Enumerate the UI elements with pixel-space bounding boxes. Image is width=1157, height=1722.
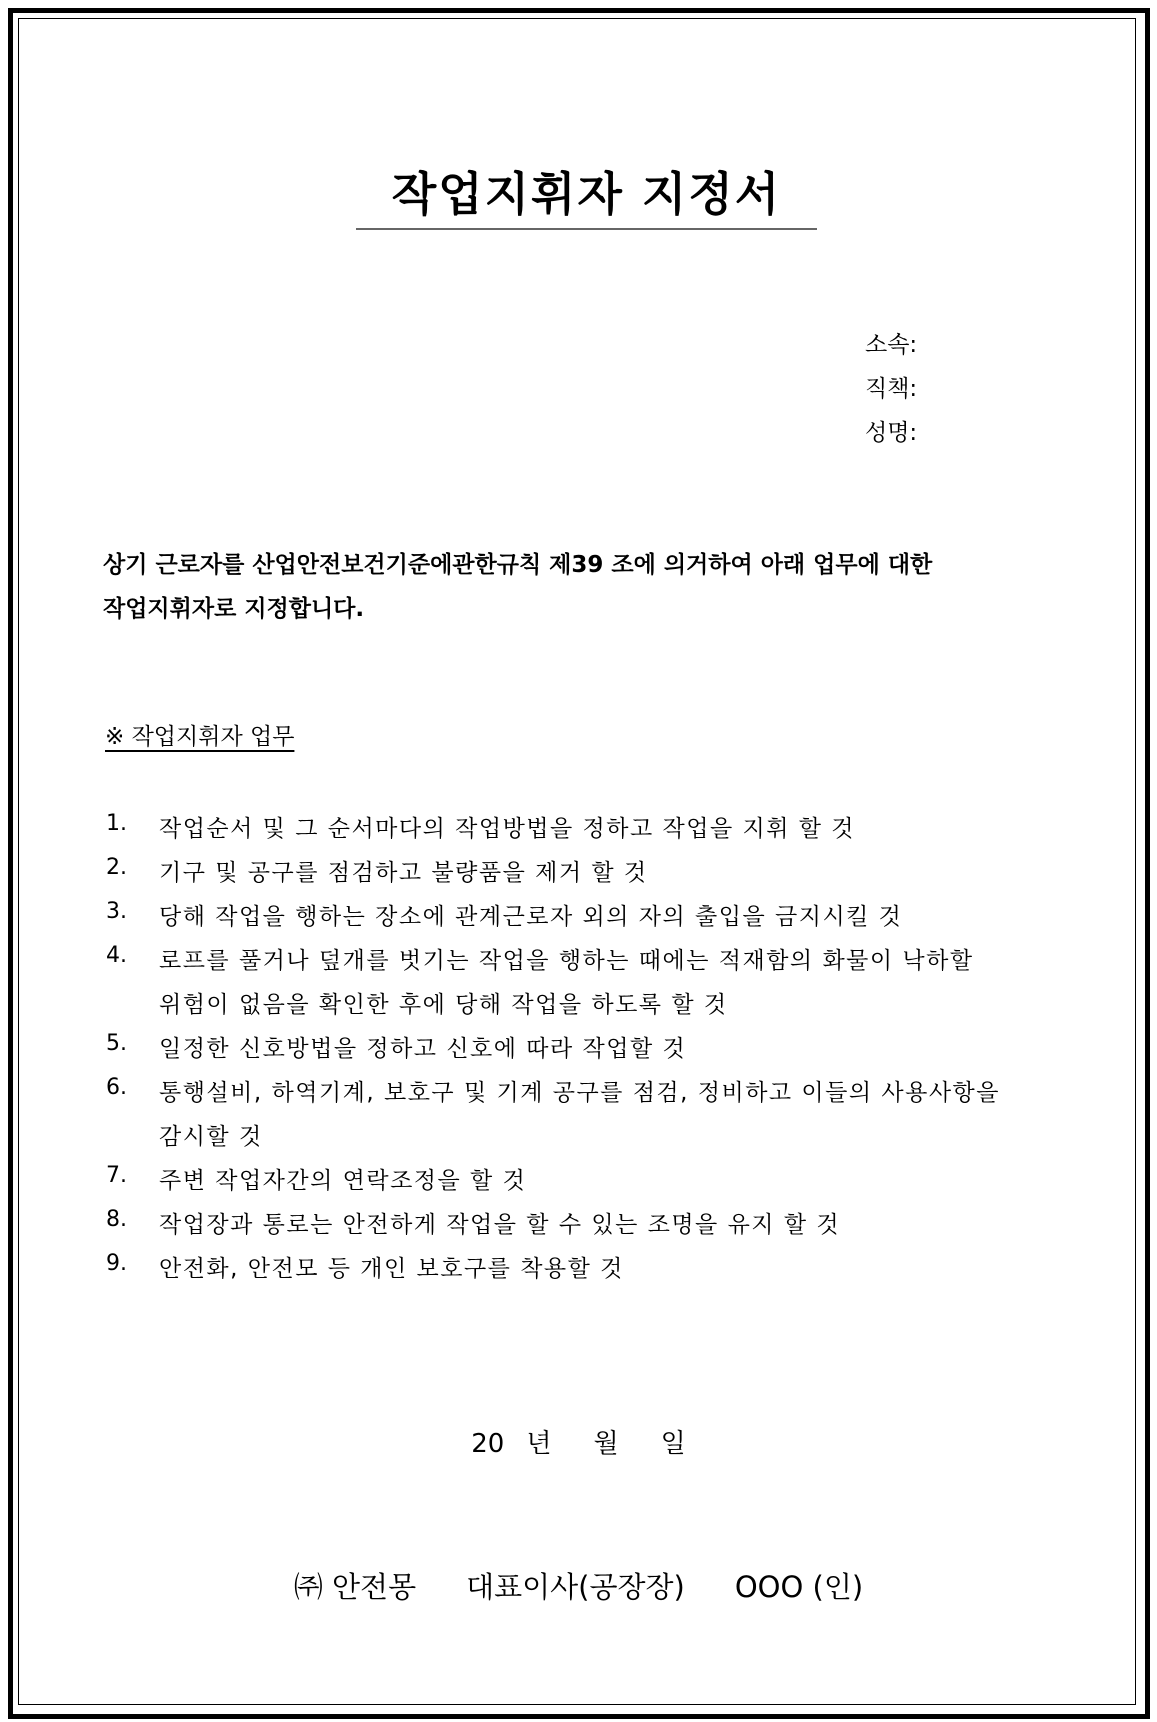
position-label: 직책: (865, 376, 918, 402)
duty-number: 9. (106, 1251, 127, 1276)
signature-line (0, 1565, 1157, 1606)
statement-line-1: 상기 근로자를 산업안전보건기준에관한규칙 제39 조에 의거하여 아래 업무에 대한 (103, 552, 933, 578)
duty-text: 주변 작업자간의 연락조정을 할 것 (159, 1168, 527, 1194)
duty-text: 당해 작업을 행하는 장소에 관계근로자 외의 자의 출입을 금지시킬 것 (159, 904, 903, 930)
duty-number: 5. (106, 1031, 127, 1056)
duty-number: 4. (106, 943, 127, 968)
duty-text: 일정한 신호방법을 정하고 신호에 따라 작업할 것 (159, 1036, 687, 1062)
duty-number: 6. (106, 1075, 127, 1100)
title-underline (356, 228, 817, 230)
duty-number: 8. (106, 1207, 127, 1232)
duty-text: 통행설비, 하역기계, 보호구 및 기계 공구를 점검, 정비하고 이들의 사용사항을 (159, 1080, 1000, 1106)
duty-text: 기구 및 공구를 점검하고 불량품을 제거 할 것 (159, 860, 648, 886)
duty-text-continuation: 위험이 없음을 확인한 후에 당해 작업을 하도록 할 것 (159, 992, 728, 1018)
company-name: ㈜ 안전몽 (293, 1570, 417, 1604)
duty-number: 7. (106, 1163, 127, 1188)
duty-number: 3. (106, 899, 127, 924)
name-label: 성명: (865, 420, 918, 446)
duty-text: 작업장과 통로는 안전하게 작업을 할 수 있는 조명을 유지 할 것 (159, 1212, 841, 1238)
duty-text: 로프를 풀거나 덮개를 벗기는 작업을 행하는 때에는 적재함의 화물이 낙하할 (159, 948, 974, 974)
signer-name: OOO (인) (734, 1570, 864, 1604)
date-year-prefix: 20 (471, 1429, 505, 1459)
duty-number: 1. (106, 811, 127, 836)
date-day-label: 일 (660, 1429, 686, 1459)
document-title: 작업지휘자 지정서 (391, 167, 782, 221)
duty-text: 작업순서 및 그 순서마다의 작업방법을 정하고 작업을 지휘 할 것 (159, 816, 855, 842)
duty-number: 2. (106, 855, 127, 880)
duty-text-continuation: 감시할 것 (159, 1124, 263, 1150)
date-year-label: 년 (526, 1429, 552, 1459)
date-line (0, 1423, 1157, 1460)
affiliation-label: 소속: (865, 332, 918, 358)
date-month-label: 월 (593, 1429, 619, 1459)
duties-heading: ※ 작업지휘자 업무 (105, 724, 295, 750)
duty-text: 안전화, 안전모 등 개인 보호구를 착용할 것 (159, 1256, 624, 1282)
signer-role: 대표이사(공장장) (466, 1570, 685, 1604)
statement-line-2: 작업지휘자로 지정합니다. (103, 596, 365, 622)
